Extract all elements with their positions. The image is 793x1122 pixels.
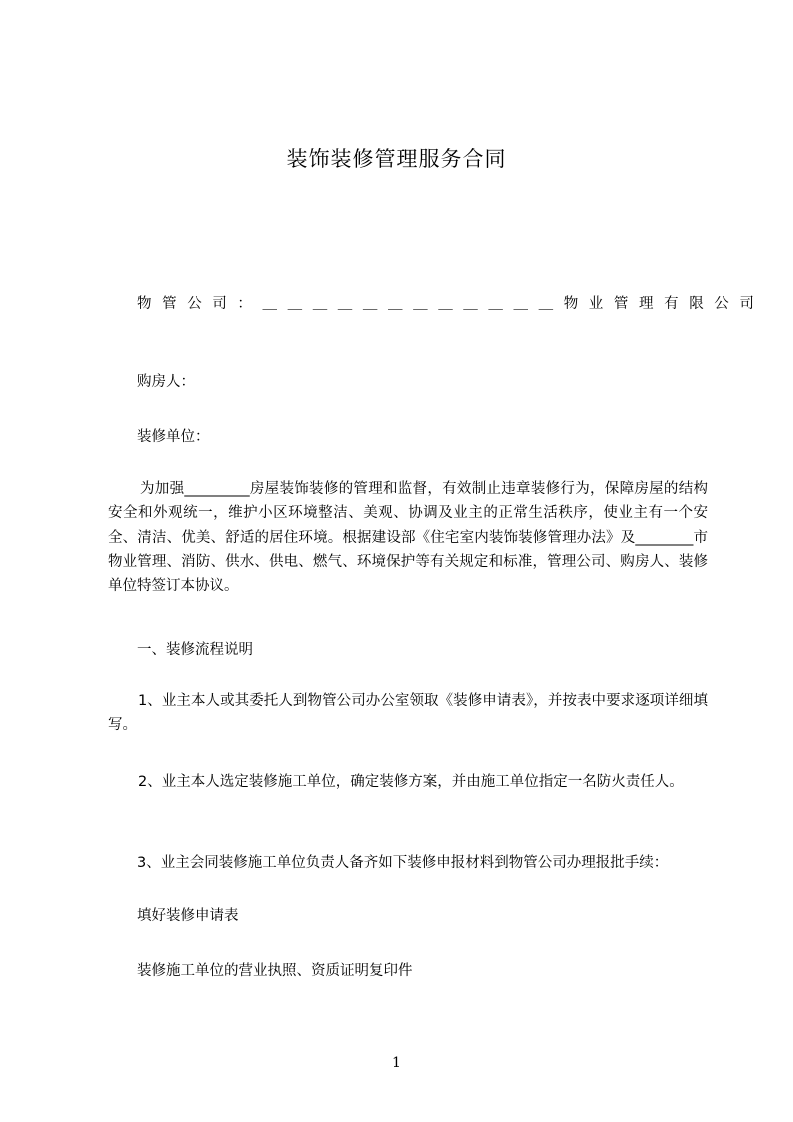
process-item-3: 3、业主会同装修施工单位负责人备齐如下装修申报材料到物管公司办理报批手续： bbox=[137, 855, 669, 871]
sub-item-application-form: 填好装修申请表 bbox=[137, 908, 239, 924]
document-title: 装饰装修管理服务合同 bbox=[286, 147, 507, 171]
contractor-label: 装修单位： bbox=[137, 429, 210, 445]
sub-item-business-license: 装修施工单位的营业执照、资质证明复印件 bbox=[137, 963, 413, 979]
buyer-label: 购房人： bbox=[137, 374, 195, 390]
property-company-line: 物管公司：＿＿＿＿＿＿＿＿＿＿＿＿物业管理有限公司 bbox=[137, 296, 765, 312]
page-number: 1 bbox=[392, 1055, 401, 1071]
process-item-1: 1、业主本人或其委托人到物管公司办公室领取《装修申请表》，并按表中要求逐项详细填写。 bbox=[108, 693, 708, 734]
section-heading: 一、装修流程说明 bbox=[137, 642, 253, 658]
intro-paragraph: 为加强_________房屋装饰装修的管理和监督，有效制止违章装修行为，保障房屋的结构安全和外观统一，维护小区环境整洁、美观、协调及业主的正常生活秩序，使业主有一个安全、清洁、优美、舒适的居住环境。根据建设部《住宅室内装饰装修管理办法》及________市物业管理、消防、供水、供电、燃气、环境保护等有关规定和标准，管理公司、购房人、装修单位特签订本协议。 bbox=[108, 481, 708, 595]
process-item-2: 2、业主本人选定装修施工单位，确定装修方案，并由施工单位指定一名防火责任人。 bbox=[138, 774, 684, 790]
